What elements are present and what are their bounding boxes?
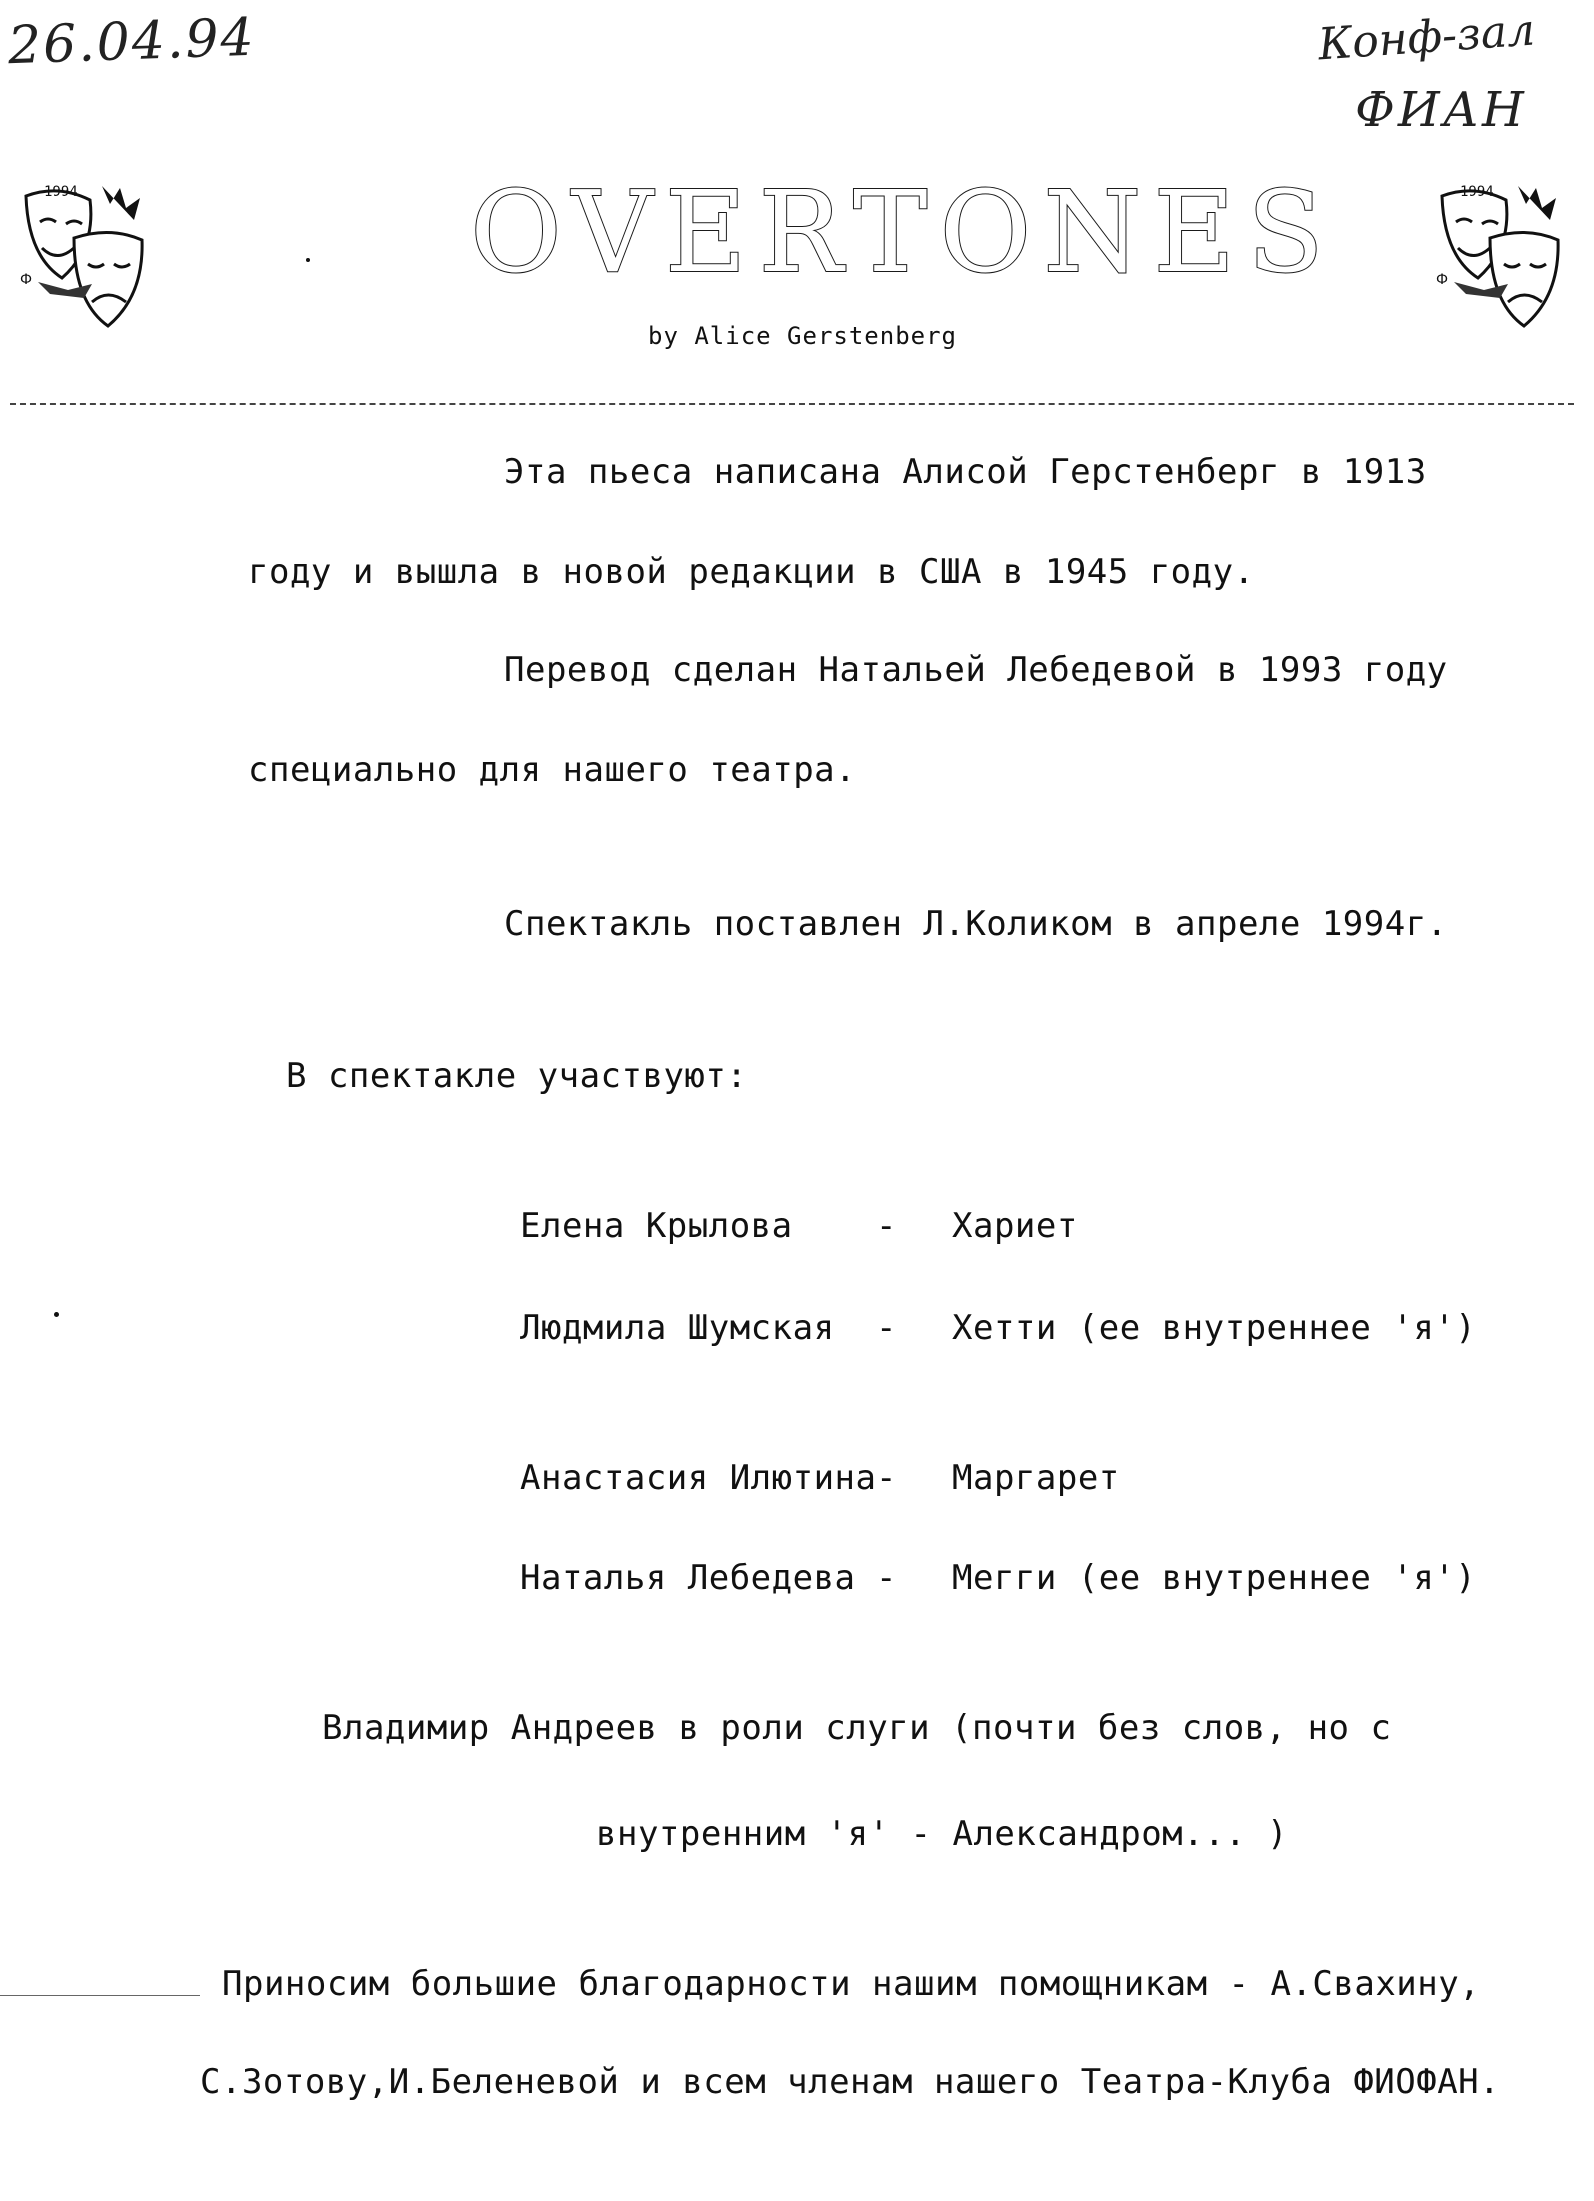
- handwritten-venue-line1: Конф-зал: [1316, 4, 1537, 71]
- cast-role-3: Маргарет: [952, 1458, 1120, 1498]
- scan-speck: [306, 258, 310, 262]
- cast-role-4: Мегги (ее внутреннее 'я'): [952, 1558, 1477, 1598]
- cast-actor-2: Людмила Шумская: [520, 1308, 835, 1348]
- mask-letter-right: Ф: [1436, 272, 1449, 288]
- play-title: OVERTONES: [470, 168, 1336, 298]
- theatre-masks-logo-left: [18, 178, 158, 338]
- cast-heading: В спектакле участвуют:: [286, 1056, 748, 1096]
- scan-speck: [54, 1312, 59, 1317]
- cast-role-2: Хетти (ее внутреннее 'я'): [952, 1308, 1477, 1348]
- servant-line-1: Владимир Андреев в роли слуги (почти без слов, но с: [322, 1708, 1392, 1748]
- cast-dash-2: -: [876, 1308, 897, 1348]
- handwritten-venue-line2: ФИАН: [1355, 82, 1527, 138]
- intro-line-1: Эта пьеса написана Алисой Герстенберг в 1913: [504, 452, 1427, 492]
- cast-dash-4: -: [876, 1558, 897, 1598]
- header-divider: [10, 403, 1574, 405]
- thanks-line-1: Приносим большие благодарности нашим помощникам - А.Свахину,: [222, 1964, 1481, 2004]
- cast-actor-1: Елена Крылова: [520, 1206, 793, 1246]
- intro-line-5: Спектакль поставлен Л.Коликом в апреле 1994г.: [504, 904, 1448, 944]
- intro-line-3: Перевод сделан Натальей Лебедевой в 1993 году: [504, 650, 1448, 690]
- mask-year-left: 1994: [44, 184, 78, 200]
- mask-letter-left: Ф: [20, 272, 33, 288]
- intro-line-4: специально для нашего театра.: [248, 750, 857, 790]
- mask-year-right: 1994: [1460, 184, 1494, 200]
- servant-line-2: внутренним 'я' - Александром... ): [596, 1814, 1289, 1854]
- margin-mark: [0, 1995, 200, 1996]
- cast-dash-1: -: [876, 1206, 897, 1246]
- intro-line-2: году и вышла в новой редакции в США в 1945 году.: [248, 552, 1255, 592]
- cast-dash-3: -: [876, 1458, 897, 1498]
- cast-role-1: Хариет: [952, 1206, 1078, 1246]
- theatre-masks-logo-right: [1434, 178, 1574, 338]
- play-author: by Alice Gerstenberg: [648, 322, 957, 350]
- thanks-line-2: С.Зотову,И.Беленевой и всем членам нашего Театра-Клуба ФИОФАН.: [200, 2062, 1501, 2102]
- handwritten-date: 26.04.94: [7, 7, 257, 77]
- cast-actor-4: Наталья Лебедева: [520, 1558, 856, 1598]
- cast-actor-3: Анастасия Илютина: [520, 1458, 877, 1498]
